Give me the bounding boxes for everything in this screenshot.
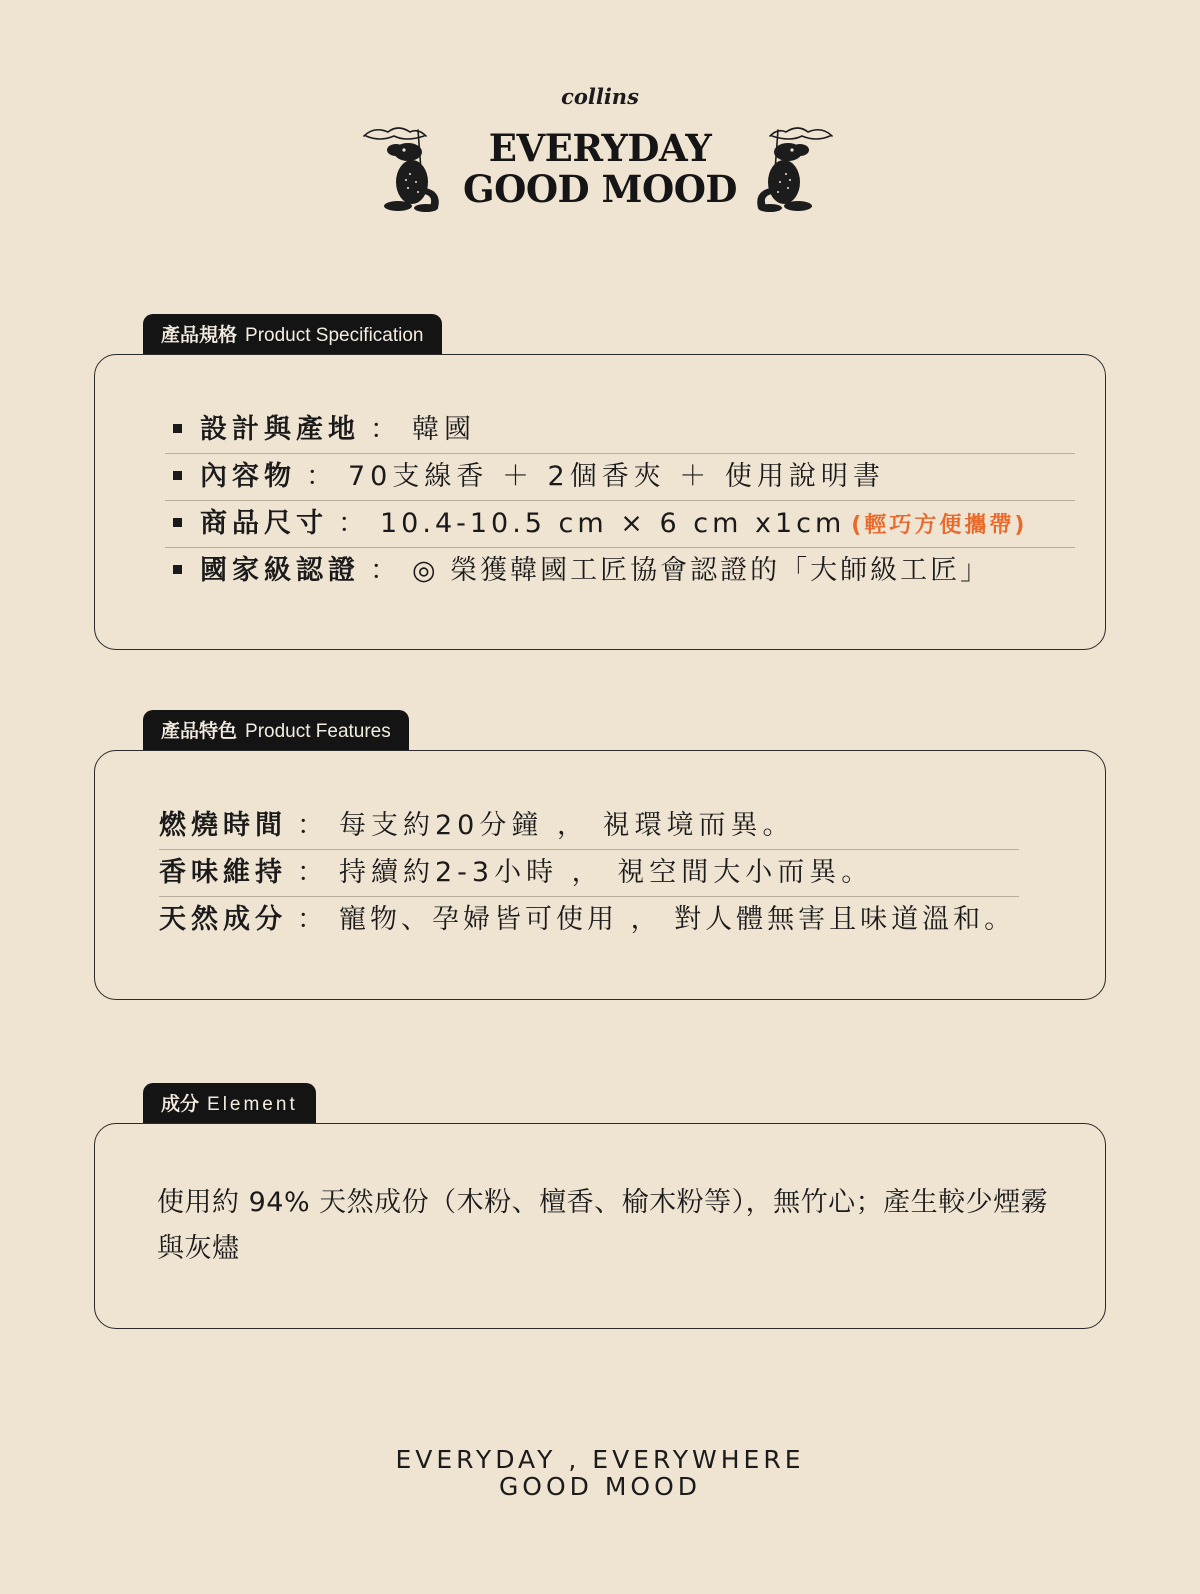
features-panel [94,750,1106,1000]
dog-with-umbrella-icon [736,122,836,222]
bullet-icon [173,565,182,574]
tab-label-en: Element [207,1094,298,1115]
tab-label-en: Product Features [245,721,391,742]
feature-value: 持續約2-3小時 ， 視空間大小而異。 [339,857,874,888]
spec-colon: ： [338,508,370,539]
spec-value: 10.4-10.5 cm × 6 cm x1cm [380,508,846,539]
footer-slogan [0,1446,1200,1500]
spec-key: 內容物 [200,461,296,492]
tab-product-specification [143,314,442,354]
feature-colon: ： [297,810,329,841]
spec-key: 國家級認證 [200,555,360,586]
footer-line1: EVERYDAY , EVERYWHERE [395,1445,805,1474]
spec-value: 70支線香 ＋ 2個香夾 ＋ 使用說明書 [348,461,885,492]
tab-label-zh: 產品規格 [161,324,238,346]
feature-key: 天然成分 [159,904,287,935]
tab-label-zh: 成分 [161,1093,200,1115]
brand-wordmark: collins [561,84,639,109]
tab-element [143,1083,316,1123]
spec-key: 設計與產地 [200,414,360,445]
element-description: 使用約 94% 天然成份（木粉、檀香、榆木粉等），無竹心；產生較少煙霧與灰燼 [157,1187,1049,1264]
spec-value: 韓國 [412,414,476,445]
spec-row-origin [165,407,1075,454]
spec-row-size [165,501,1075,548]
footer-line2: GOOD MOOD [498,1472,702,1501]
feature-row-natural-ingredients [159,897,1019,943]
spec-colon: ： [306,461,338,492]
features-list [159,803,1019,943]
spec-key: 商品尺寸 [200,508,328,539]
brand-title [0,128,1200,210]
brand-title-line2: GOOD MOOD [462,167,738,211]
feature-row-burn-time [159,803,1019,850]
spec-row-certification [165,548,1075,594]
spec-highlight: (輕巧方便攜帶) [851,513,1028,538]
feature-key: 燃燒時間 [159,810,287,841]
spec-colon: ： [370,555,402,586]
bullet-icon [173,518,182,527]
spec-colon: ： [370,414,402,445]
tab-label-en: Product Specification [245,325,424,346]
element-panel [94,1123,1106,1329]
feature-colon: ： [297,857,329,888]
spec-row-contents [165,454,1075,501]
bullet-icon [173,471,182,480]
feature-value: 每支約20分鐘 ， 視環境而異。 [339,810,795,841]
bullet-icon [173,424,182,433]
feature-colon: ： [297,904,329,935]
spec-list [165,407,1075,594]
brand-title-line1: EVERYDAY [488,126,712,170]
tab-label-zh: 產品特色 [161,720,238,742]
feature-value: 寵物、孕婦皆可使用 ， 對人體無害且味道溫和。 [339,904,1016,935]
feature-row-scent-duration [159,850,1019,897]
spec-panel [94,354,1106,650]
feature-key: 香味維持 [159,857,287,888]
tab-product-features [143,710,409,750]
spec-value: ◎ 榮獲韓國工匠協會認證的「大師級工匠」 [412,555,991,586]
